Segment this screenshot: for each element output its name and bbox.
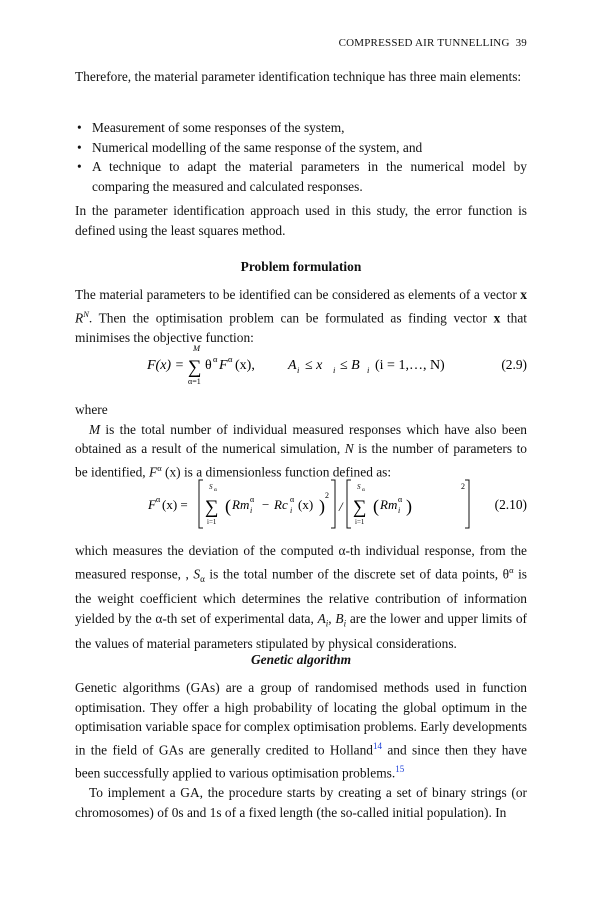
where-word: where	[75, 402, 108, 417]
running-head	[339, 37, 527, 49]
svg-text:2: 2	[461, 482, 465, 491]
sum-icon: ∑	[188, 357, 202, 378]
equation-2-10-figure	[75, 476, 527, 532]
svg-text:i: i	[250, 506, 253, 515]
svg-text:i: i	[297, 365, 300, 375]
svg-text:S: S	[357, 483, 361, 491]
genetic-algorithm-block	[75, 678, 527, 822]
bullet-item: • Measurement of some responses of the system,	[75, 118, 527, 138]
svg-text:A: A	[288, 358, 297, 373]
svg-text:α: α	[362, 487, 365, 493]
equation-2-10	[75, 476, 527, 532]
svg-text:Rc: Rc	[274, 497, 288, 512]
svg-text:2: 2	[325, 491, 329, 500]
svg-text:α: α	[213, 354, 218, 364]
svg-text:α=1: α=1	[188, 377, 201, 386]
running-head-title: COMPRESSED AIR TUNNELLING	[338, 37, 510, 49]
svg-text:≤ B: ≤ B	[340, 358, 360, 373]
svg-text:(x) =: (x) =	[162, 497, 188, 512]
equation-2-10-explanation-block	[75, 541, 527, 654]
intro-block	[75, 67, 527, 87]
page-number: 39	[515, 37, 527, 49]
bullet-icon: •	[77, 120, 82, 135]
svg-text:Rm: Rm	[232, 497, 250, 512]
svg-text:−: −	[262, 497, 270, 512]
svg-text:Rm: Rm	[380, 497, 398, 512]
reference-15-link[interactable]: 15	[395, 763, 405, 774]
svg-text:i: i	[333, 365, 336, 375]
bullet-list-block	[75, 118, 527, 196]
svg-text:(i = 1,…, N): (i = 1,…, N)	[375, 358, 445, 373]
equation-number-2-9: (2.9)	[501, 357, 527, 372]
svg-text:i=1: i=1	[207, 518, 217, 526]
svg-text:i=1: i=1	[355, 518, 365, 526]
genetic-algorithm-paragraph-1: Genetic algorithms (GAs) are a group of randomised methods used in function optimisation. They offer a high probability of locating the global optimum in the optimisation variable space for complex optimisation problems. Early developments in the field of GAs are generally credited to Holland$^{14}$ and since then they have been successfully applied to various optimisation problems.$^{15}$	[75, 680, 527, 781]
equation-2-10-explanation-paragraph: which measures the deviation of the computed α-th individual response, from the measured response, , $S_\alpha$ is the total number of the discrete set of data points, $\theta^\alpha$ is the weight coefficient which determines the relative contribution of information yielded by the α-th set of experimental data, $A_i$, $B_i$ are the lower and upper limits of the values of material parameters stipulated by physical considerations.	[75, 543, 527, 652]
svg-text:M: M	[193, 343, 201, 353]
svg-text:α: α	[398, 495, 403, 504]
bullet-item: • Numerical modelling of the same response of the system, and	[75, 138, 527, 158]
bullet-list	[75, 118, 527, 196]
svg-text:α: α	[156, 495, 161, 504]
equation-2-9-figure	[75, 342, 527, 386]
svg-text:α: α	[250, 495, 255, 504]
svg-text:(: (	[225, 496, 231, 516]
problem-formulation-block	[75, 285, 527, 347]
bullet-icon: •	[77, 159, 82, 175]
where-block	[75, 400, 527, 482]
svg-text:i: i	[398, 506, 401, 515]
svg-text:F: F	[148, 497, 156, 512]
error-function-paragraph: In the parameter identification approach used in this study, the error function is defined using the least squares method.	[75, 203, 527, 238]
svg-text:F(x) =: F(x) =	[147, 358, 185, 373]
svg-text:S: S	[209, 483, 213, 491]
section-heading-problem-formulation: Problem formulation	[240, 259, 362, 274]
svg-text:(x),: (x),	[235, 358, 255, 373]
svg-text:): )	[406, 496, 412, 516]
reference-14-link[interactable]: 14	[373, 740, 382, 751]
svg-text:α: α	[290, 495, 295, 504]
svg-text:/: /	[339, 499, 343, 514]
svg-text:F: F	[219, 358, 228, 373]
svg-text:): )	[319, 496, 325, 516]
where-paragraph: M is the total number of individual measured responses which have also been obtained as a result of the numerical simulation, N is the number of parameters to be identified, $F^\alpha$ (x) is a dimensionless function defined as:	[75, 421, 527, 480]
bullet-icon: •	[77, 139, 82, 155]
equation-number-2-10: (2.10)	[494, 497, 527, 512]
svg-text:i: i	[367, 365, 370, 375]
bullet-item: • A technique to adapt the material parameters in the numerical model by comparing the measured and calculated responses.	[77, 159, 527, 194]
equation-2-9	[75, 342, 527, 386]
sum-icon: ∑	[353, 497, 367, 518]
svg-text:(: (	[373, 496, 379, 516]
svg-text:α: α	[214, 487, 217, 493]
svg-text:θ: θ	[205, 358, 212, 373]
section-heading-genetic-algorithm: Genetic algorithm	[250, 652, 352, 667]
sum-icon: ∑	[205, 497, 219, 518]
svg-text:α: α	[228, 354, 233, 364]
error-function-block	[75, 201, 527, 240]
svg-text:(x): (x)	[298, 497, 314, 512]
svg-text:i: i	[290, 506, 293, 515]
genetic-algorithm-paragraph-2: To implement a GA, the procedure starts by creating a set of binary strings (or chromosomes) of 0s and 1s of a fixed length (the so-called initial population). In	[75, 784, 527, 820]
svg-text:≤ x: ≤ x	[305, 358, 323, 373]
problem-formulation-paragraph: The material parameters to be identified can be considered as elements of a vector x $R^N$. Then the optimisation problem can be formulated as finding vector x that minimises the objective function:	[75, 287, 527, 345]
intro-paragraph: Therefore, the material parameter identification technique has three main elements:	[75, 69, 522, 84]
